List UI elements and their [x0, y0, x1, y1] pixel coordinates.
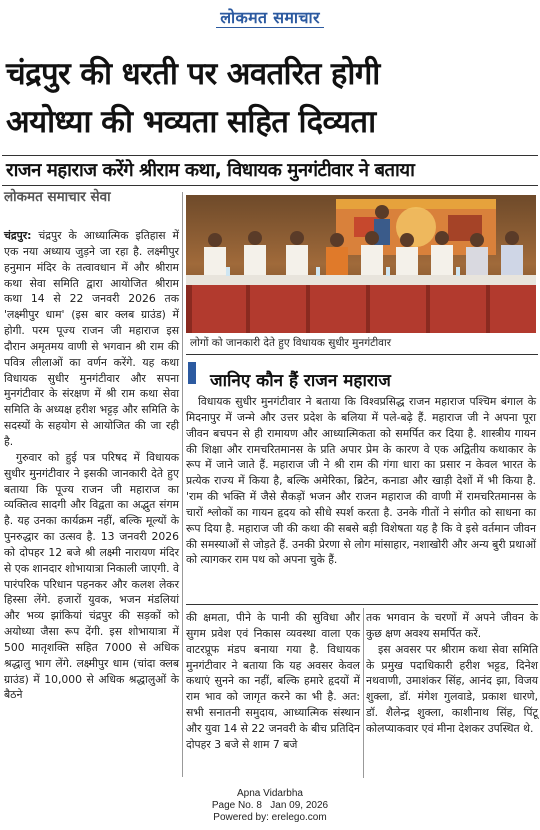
masthead	[0, 6, 540, 28]
subheadline: राजन महाराज करेंगे श्रीराम कथा, विधायक मुनगंटीवार ने बताया	[6, 160, 415, 181]
page-date: Jan 09, 2026	[270, 800, 329, 811]
caption-divider	[186, 354, 538, 355]
press-conference-photo	[186, 195, 536, 333]
edition-name: Apna Vidarbha	[237, 788, 303, 799]
dateline: चंद्रपुर:	[4, 229, 32, 242]
photo-caption: लोगों को जानकारी देते हुए विधायक सुधीर मुनगंटीवार	[190, 337, 392, 349]
column-divider	[182, 192, 183, 777]
box-heading-marker	[188, 362, 196, 384]
box-text: विधायक सुधीर मुनगंटीवार ने बताया कि विश्वप्रसिद्ध राजन महाराज पश्चिम बंगाल के मिदनापुर में जन्मे और उत्तर प्रदेश के बलिया में पले-बढ़े हैं. महाराज जी ने अपना पूरा जीवन बचपन से ही रामायण और आध्यात्मिकता को समर्पित कर दिया है. शास्त्रीय गायन की शिक्षा और रामचरितमानस के प्रति अपार प्रेम के कारण वे एक अद्वितीय कथाकार के रूप में जाने जाते हैं. महाराज जी ने श्री राम की गंगा धारा का प्रसार न केवल भारत के प्रत्येक राज्य में किया है, बल्कि अमेरिका, ब्रिटेन, कनाडा और खाड़ी देशों में भी किया है. 'राम की भक्ति में जैसे सैकड़ों भजन और राजन महाराज की वाणी में रामचरितमानस के चारों श्लोकों का गायन हृदय को सीधे स्पर्श करता है. उनके गीतों ने संगीत को साधना का रूप दिया है. महाराज जी की कथा की सबसे बड़ी विशेषता यह है कि वे इसे वर्तमान जीवन की समस्याओं से जोड़ते हैं. उनकी प्रेरणा से लोग मांसाहार, नशाखोरी और अन्य बुरी प्रथाओं को त्यागकर राम पथ को अपना चुके हैं.	[186, 395, 536, 567]
masthead-title: लोकमत समाचार	[216, 8, 324, 28]
article-paragraph-1-text: चंद्रपुर के आध्यात्मिक इतिहास में एक नया अध्याय जुड़ने जा रहा है. लक्ष्मीपुर हनुमान मंदिर के तत्वावधान में और श्रीराम कथा सेवा समिति द्वारा आयोजित श्रीराम कथा 14 से 22 जनवरी 2026 तक 'लक्ष्मीपुर धाम' (इस बार क्लब ग्राउंड) में होगी. परम पूज्य राजन जी महाराज इस दौरान अमृतमय वाणी से भगवान श्री राम की पवित्र लीलाओं का वर्णन करेंगे. यह कथा विधायक सुधीर मुनगंटीवार और सपना मुनगंटीवार के संरक्षण में श्री राम कथा सेवा समिति के अध्यक्ष हरीश भट्टड़ और समिति के सदस्यों के सहयोग से आयोजित की जा रही है.	[4, 229, 179, 448]
article-column-3-paragraph-2: इस अवसर पर श्रीराम कथा सेवा समिति के प्रमुख पदाधिकारी हरीश भट्टड, दिनेश नथवाणी, उमाशंकर सिंह, आनंद झा, विजय शुक्ला, डॉ. मंगेश गुलवाडे, प्रकाश धारणे, डॉ. शैलेन्द्र शुक्ला, काशीनाथ सिंह, पिंटू कोलप्याकवार एवं मीना देशकर उपस्थित थे.	[366, 642, 538, 735]
box-divider	[186, 604, 538, 605]
page-number: Page No. 8	[211, 800, 262, 811]
article-paragraph-1	[4, 228, 179, 450]
press-conference-illustration	[186, 195, 536, 333]
powered-by: Powered by: erelego.com	[213, 812, 327, 823]
article-column-3	[366, 610, 538, 737]
article-column-3-paragraph-1: तक भगवान के चरणों में अपने जीवन के कुछ क्षण अवश्य समर्पित करें.	[366, 611, 538, 640]
headline-line-1: चंद्रपुर की धरती पर अवतरित होगी	[6, 56, 380, 92]
column-divider-2	[363, 608, 364, 778]
headline-line-2: अयोध्या की भव्यता सहित दिव्यता	[6, 104, 376, 140]
article-column-1	[4, 228, 179, 703]
headline-divider	[2, 155, 538, 156]
article-column-2: की क्षमता, पीने के पानी की सुविधा और सुगम प्रवेश एवं निकास व्यवस्था वाला एक वाटरप्रूफ मंडप बनाया गया है. विधायक मुनगंटीवार ने बताया कि यह अवसर केवल कथाएं सुनने का नहीं, बल्कि हमारे हृदयों में राम भाव को जागृत करने का भी है. अत: सभी सनातनी समुदाय, आध्यात्मिक संस्थान और युवा 14 से 22 जनवरी के बीच प्रतिदिन दोपहर 3 बजे से शाम 7 बजे	[186, 611, 360, 751]
subheadline-divider	[2, 185, 538, 186]
byline: लोकमत समाचार सेवा	[4, 189, 111, 205]
box-heading: जानिए कौन हैं राजन महाराज	[210, 371, 391, 391]
article-paragraph-2: गुरुवार को हुई पत्र परिषद में विधायक सुधीर मुनगंटीवार ने इसकी जानकारी देते हुए बताया कि पूज्य राजन जी महाराज का व्यक्तित्व सादगी और विद्वता का अद्भुत संगम है. यह उनका कार्यक्रम नहीं, बल्कि मूल्यों के पुनरुद्धार का उत्सव है. 13 जनवरी 2026 को दोपहर 12 बजे श्री लक्ष्मी नारायण मंदिर से एक शानदार शोभायात्रा निकाली जाएगी. वे पारंपरिक परिधान पहनकर और कलश लेकर हिस्सा लेंगे. हजारों युवक, भजन मंडलियां और भव्य झांकियां चंद्रपुर की सड़कों को अयोध्या जैसा रूप देंगी. इस शोभायात्रा में 500 मातृशक्ति सहित 7000 से अधिक श्रद्धालु भाग लेंगे. लक्ष्मीपुर धाम (चांदा क्लब ग्राउंड) में 10,000 से अधिक श्रद्धालुओं के बैठने	[4, 450, 179, 702]
page-info	[0, 800, 540, 812]
page-footer	[0, 788, 540, 824]
headline	[6, 50, 536, 146]
